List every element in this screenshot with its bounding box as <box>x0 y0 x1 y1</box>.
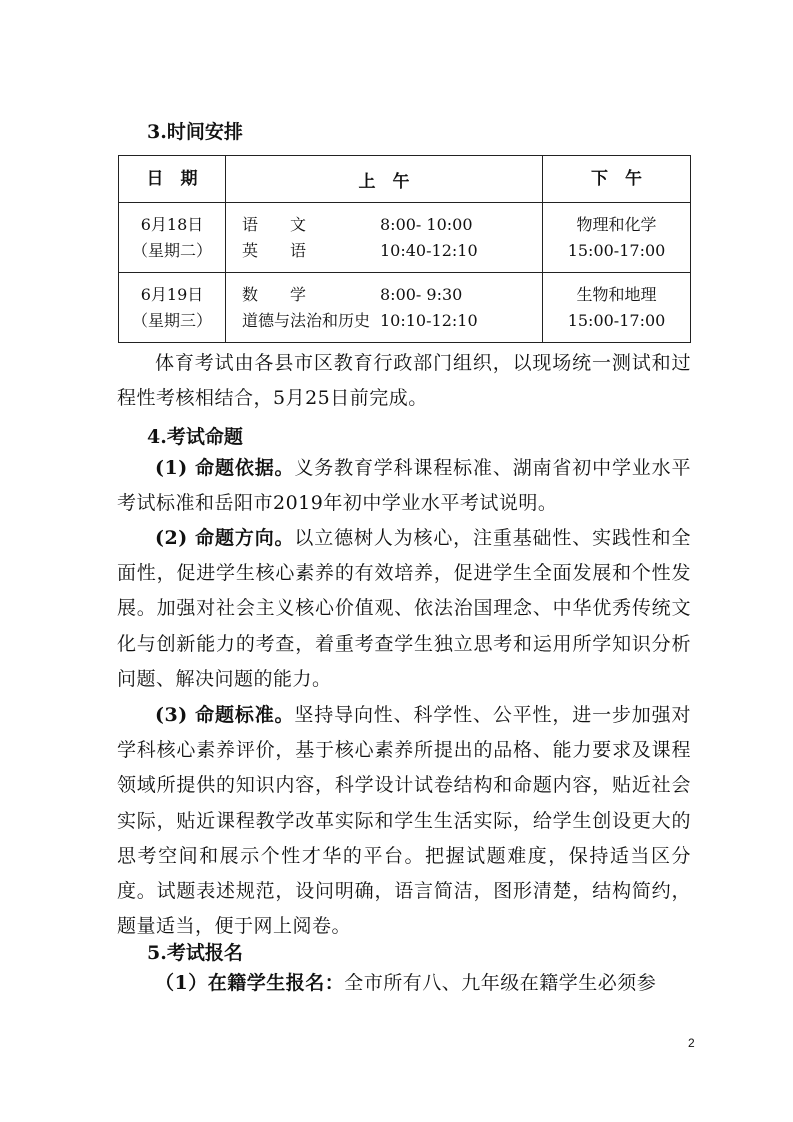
basis-paragraph <box>117 451 691 521</box>
date-cell <box>119 203 226 273</box>
exam-schedule-table <box>118 155 691 343</box>
basis-label: (1) 命题依据。 <box>155 457 295 479</box>
standard-paragraph <box>117 698 691 944</box>
subject-name: 道德与法治和历史 <box>242 310 371 330</box>
afternoon-subject: 生物和地理 <box>576 284 657 304</box>
table-header-row <box>119 156 691 203</box>
morning-cell <box>226 203 543 273</box>
header-date: 日 期 <box>119 156 226 203</box>
morning-entry <box>226 282 542 308</box>
afternoon-cell <box>543 203 691 273</box>
header-afternoon: 下 午 <box>543 156 691 203</box>
direction-text: 以立德树人为核心，注重基础性、实践性和全面性，促进学生核心素养的有效培养，促进学生全面发展和个性发展。加强对社会主义核心价值观、依法治国理念、中华优秀传统文化与创新能力的考查，着重考查学生独立思考和运用所学知识分析问题、解决问题的能力。 <box>117 527 691 690</box>
section-5-heading: 5.考试报名 <box>147 942 243 964</box>
date-text: 6月18日 <box>140 214 204 234</box>
section-3-heading: 3.时间安排 <box>147 121 243 143</box>
date-cell <box>119 273 226 343</box>
weekday-text: （星期三） <box>131 310 212 330</box>
registration-label: （1）在籍学生报名： <box>155 972 345 994</box>
registration-text: 全市所有八、九年级在籍学生必须参 <box>344 972 657 994</box>
section-4-heading: 4.考试命题 <box>147 426 243 448</box>
subject-time: 10:10-12:10 <box>380 310 478 330</box>
subject-time: 8:00- 9:30 <box>380 284 463 304</box>
afternoon-subject: 物理和化学 <box>576 214 657 234</box>
basis-text: 义务教育学科课程标准、湖南省初中学业水平考试标准和岳阳市2019年初中学业水平考试说明。 <box>117 457 691 515</box>
subject-time: 8:00- 10:00 <box>380 214 473 234</box>
afternoon-time: 15:00-17:00 <box>567 240 666 260</box>
morning-cell <box>226 273 543 343</box>
pe-exam-paragraph: 体育考试由各县市区教育行政部门组织，以现场统一测试和过程性考核相结合，5月25日前完成。 <box>117 352 691 410</box>
morning-entry <box>226 212 542 238</box>
subject-name: 语 文 <box>242 214 307 234</box>
standard-text: 坚持导向性、科学性、公平性，进一步加强对学科核心素养评价，基于核心素养所提出的品格、能力要求及课程领域所提供的知识内容，科学设计试卷结构和命题内容，贴近社会实际，贴近课程教学改革实际和学生生活实际，给学生创设更大的思考空间和展示个性才华的平台。把握试题难度，保持适当区分度。试题表述规范，设问明确，语言简洁，图形清楚，结构简约，题量适当，便于网上阅卷。 <box>117 704 691 938</box>
subject-name: 数 学 <box>242 284 307 304</box>
morning-entry <box>226 238 542 264</box>
morning-entry <box>226 308 542 334</box>
direction-paragraph <box>117 521 691 697</box>
date-text: 6月19日 <box>140 284 204 304</box>
subject-name: 英 语 <box>242 240 307 260</box>
direction-label: (2) 命题方向。 <box>155 527 295 549</box>
standard-label: (3) 命题标准。 <box>155 704 295 726</box>
weekday-text: （星期二） <box>131 240 212 260</box>
afternoon-time: 15:00-17:00 <box>567 310 666 330</box>
table-row <box>119 203 691 273</box>
header-morning: 上 午 <box>226 156 543 203</box>
afternoon-cell <box>543 273 691 343</box>
subject-time: 10:40-12:10 <box>380 240 478 260</box>
registration-paragraph <box>117 966 691 1001</box>
table-row <box>119 273 691 343</box>
page-number: 2 <box>688 1036 695 1050</box>
